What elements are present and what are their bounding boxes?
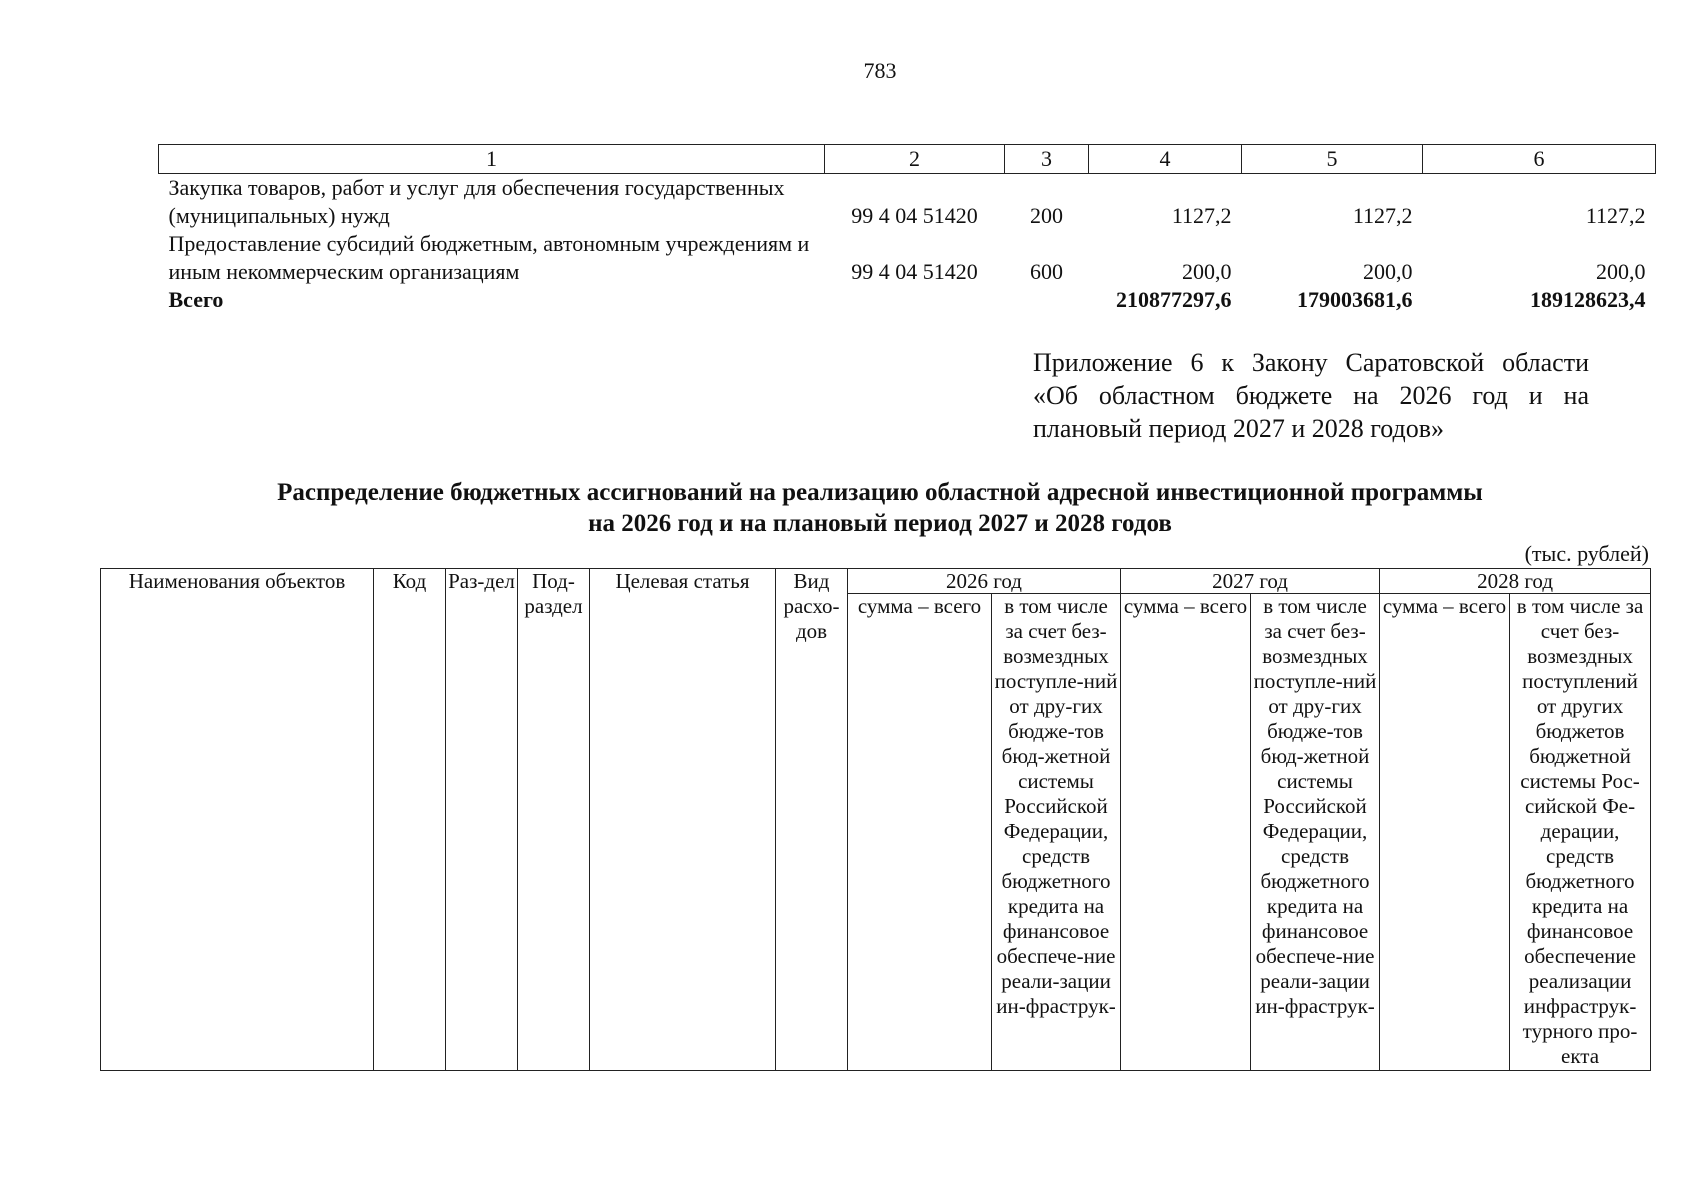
document-title (0, 477, 1697, 539)
target-code: 99 4 04 51420 (851, 203, 978, 228)
header-expense-type: Вид расхо-дов (776, 569, 848, 1071)
expense-type: 600 (1030, 259, 1063, 284)
title-line: на 2026 год и на плановый период 2027 и 2028 годов (588, 510, 1172, 537)
header-object-name: Наименования объектов (101, 569, 374, 1071)
appendix-line: «Об областном бюджете на 2026 год и на (1033, 381, 1589, 410)
header-row-years (101, 569, 1651, 594)
amount-2028: 200,0 (1596, 259, 1646, 284)
total-2027: 179003681,6 (1297, 287, 1413, 312)
appendix-line: Приложение 6 к Закону Саратовской области (1033, 348, 1589, 377)
header-year-2027: 2027 год (1121, 569, 1380, 594)
column-number-header: 1 (159, 145, 825, 174)
expense-name: Закупка товаров, работ и услуг для обеспечения государственных (муниципальных) нужд (168, 175, 785, 228)
total-2026: 210877297,6 (1116, 287, 1232, 312)
target-code: 99 4 04 51420 (851, 259, 978, 284)
header-sum-total-2027: сумма – всего (1121, 594, 1251, 1071)
page-number: 783 (863, 58, 897, 83)
total-row (159, 286, 1656, 314)
amount-2027: 1127,2 (1352, 203, 1413, 228)
header-sum-total-2028: сумма – всего (1380, 594, 1510, 1071)
title-line: Распределение бюджетных ассигнований на реализацию областной адресной инвестиционной программы (277, 479, 1483, 506)
amount-2026: 200,0 (1182, 259, 1232, 284)
header-target-item: Целевая статья (590, 569, 776, 1071)
expense-type: 200 (1030, 203, 1063, 228)
header-year-2028: 2028 год (1380, 569, 1651, 594)
continuation-table (158, 144, 1656, 314)
header-year-2026: 2026 год (848, 569, 1121, 594)
column-number-header: 2 (825, 145, 1005, 174)
column-number-header: 3 (1005, 145, 1089, 174)
amount-2027: 200,0 (1363, 259, 1413, 284)
total-2028: 189128623,4 (1530, 287, 1646, 312)
appendix-line: плановый период 2027 и 2028 годов» (1033, 414, 1445, 443)
amount-2026: 1127,2 (1171, 203, 1232, 228)
table-row (159, 230, 1656, 286)
units-label: (тыс. рублей) (1524, 541, 1649, 566)
table-row (159, 174, 1656, 231)
column-number-header: 4 (1089, 145, 1242, 174)
header-sum-total-2026: сумма – всего (848, 594, 992, 1071)
appendix-note (1033, 346, 1589, 445)
column-number-header: 5 (1242, 145, 1423, 174)
column-number-row (159, 145, 1656, 174)
expense-name: Предоставление субсидий бюджетным, автономным учреждениям и иным некоммерческим организациям (168, 231, 810, 284)
header-subsection: Под-раздел (518, 569, 590, 1071)
header-section: Раз-дел (446, 569, 518, 1071)
column-number-header: 6 (1423, 145, 1656, 174)
investment-program-table (100, 568, 1651, 1071)
header-including-2026: в том числе за счет без-возмездных поступле-ний от дру-гих бюдже-тов бюд-жетной системы Российской Федерации, средств бюджетного кредита на финансовое обеспече-ние реали-зации ин-фраструк- (992, 594, 1121, 1071)
header-including-2027: в том числе за счет без-возмездных поступле-ний от дру-гих бюдже-тов бюд-жетной системы Российской Федерации, средств бюджетного кредита на финансовое обеспече-ние реали-зации ин-фраструк- (1251, 594, 1380, 1071)
header-code: Код (374, 569, 446, 1071)
total-label: Всего (168, 287, 224, 312)
header-including-2028: в том числе за счет без-возмездных поступлений от других бюджетов бюджетной системы Рос-сийской Фе-дерации, средств бюджетного кредита на финансовое обеспечение реализации инфраструк-турного про-екта (1510, 594, 1651, 1071)
amount-2028: 1127,2 (1585, 203, 1646, 228)
